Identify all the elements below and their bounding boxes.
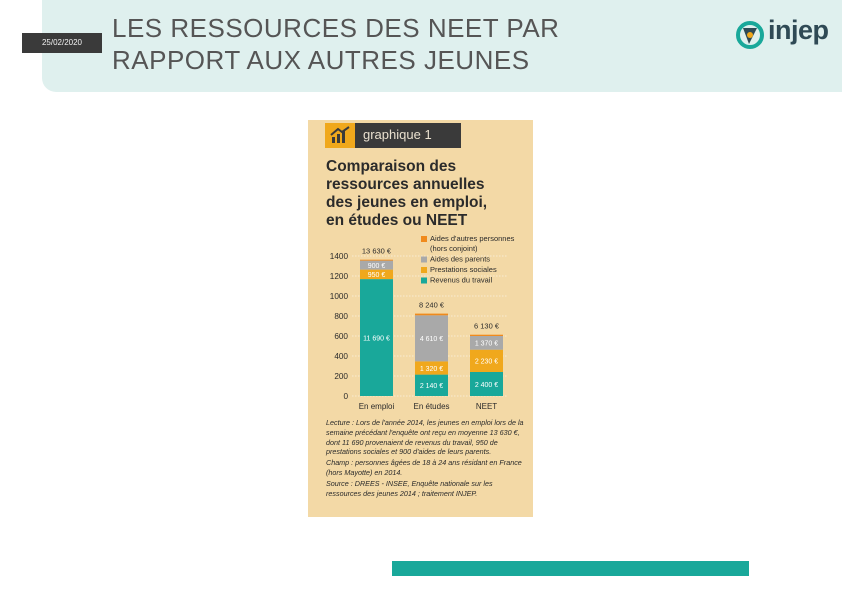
bar-total-label: 13 630 €	[361, 246, 392, 256]
infographic-label: graphique 1	[363, 127, 432, 142]
y-tick-label: 800	[334, 312, 348, 321]
bar-value-label: 1 370 €	[474, 340, 499, 348]
slide-title-line-2: RAPPORT AUX AUTRES JEUNES	[112, 45, 530, 75]
slide-title-line-1: LES RESSOURCES DES NEET PAR	[112, 13, 560, 43]
infographic-title-line: en études ou NEET	[326, 212, 468, 229]
infographic-title-line: des jeunes en emploi,	[326, 194, 488, 211]
bar-value-label: 2 140 €	[419, 383, 444, 391]
bar-value-label: 4 610 €	[419, 336, 444, 344]
slide-title	[112, 12, 672, 76]
bar-value-label: 900 €	[367, 262, 386, 270]
note-lecture: Lecture : Lors de l'année 2014, les jeunes en emploi lors de la semaine précédant l'enquête ont reçu en moyenne 13 630 €, dont 11 690 provenaient de revenus du travail, 950 de prestations sociales et 900 d'aides de leurs parents.	[326, 418, 524, 457]
bar-value-label: 950 €	[367, 272, 386, 280]
infographic-title-line: ressources annuelles	[326, 176, 485, 193]
bar-value-label: 2 230 €	[474, 358, 499, 366]
y-tick-label: 200	[334, 372, 348, 381]
stacked-bar-chart	[308, 120, 533, 420]
date-tag: 25/02/2020	[22, 33, 102, 53]
bar-total-label: 6 130 €	[473, 321, 500, 331]
bar-segment	[415, 314, 448, 316]
legend-label-continued: (hors conjoint)	[430, 244, 478, 253]
x-tick-label: En emploi	[358, 402, 395, 411]
note-source: Source : DREES - INSEE, Enquête nationale sur les ressources des jeunes 2014 ; traitement INJEP.	[326, 478, 493, 498]
y-tick-label: 0	[343, 392, 348, 401]
logo-mark-icon	[735, 18, 765, 52]
chart-notes	[326, 418, 526, 499]
legend-swatch	[421, 278, 427, 284]
bar-total-label: 8 240 €	[418, 300, 445, 310]
y-tick-label: 600	[334, 332, 348, 341]
bar-value-label: 11 690 €	[363, 335, 390, 343]
infographic-card	[308, 120, 533, 517]
legend-label: Aides des parents	[430, 254, 491, 264]
y-tick-label: 1200	[329, 272, 348, 281]
x-tick-label: NEET	[475, 402, 498, 411]
legend-swatch	[421, 257, 427, 263]
note-champ: Champ : personnes âgées de 18 à 24 ans résidant en France (hors Mayotte) en 2014.	[326, 458, 522, 477]
x-tick-label: En études	[413, 402, 450, 411]
legend-label: Aides d'autres personnes	[430, 234, 515, 243]
logo-text: injep	[768, 15, 829, 45]
bar-value-label: 1 320 €	[419, 365, 444, 373]
footer-accent-bar	[392, 561, 749, 576]
legend-swatch	[421, 267, 427, 273]
bar-segment	[360, 260, 393, 261]
bar-segment	[470, 335, 503, 336]
legend-label: Prestations sociales	[430, 265, 497, 274]
bar-value-label: 2 400 €	[474, 381, 499, 389]
y-tick-label: 1400	[329, 252, 348, 261]
legend-swatch	[421, 236, 427, 242]
y-tick-label: 1000	[329, 292, 348, 301]
injep-logo	[735, 15, 830, 55]
infographic-title-line: Comparaison des	[326, 158, 457, 175]
legend-label: Revenus du travail	[430, 275, 493, 285]
y-tick-label: 400	[334, 352, 348, 361]
